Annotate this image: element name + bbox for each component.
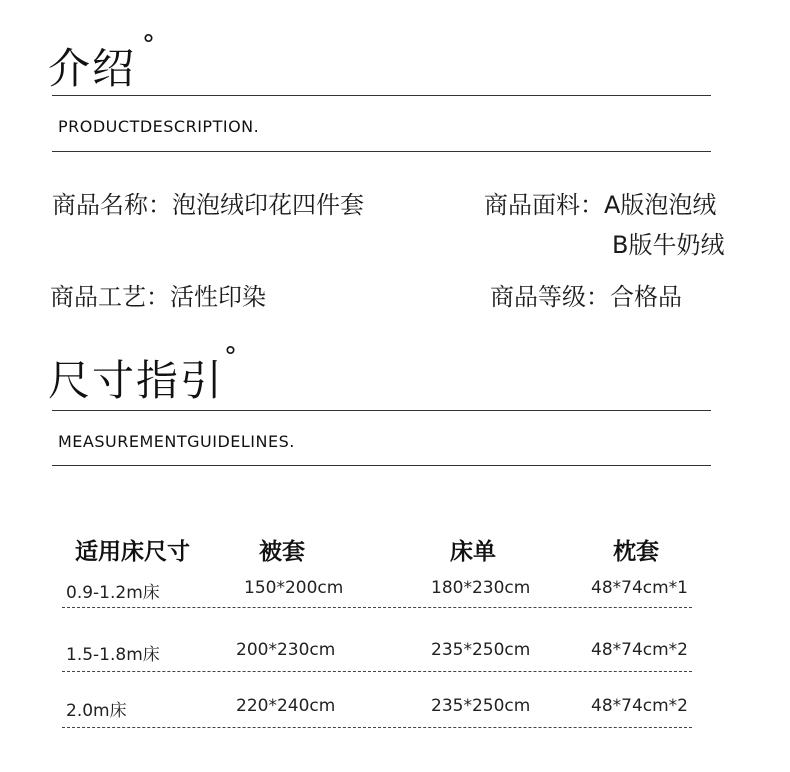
intro-degree-mark: °: [142, 30, 155, 60]
product-grade-row: [490, 277, 682, 312]
table-header-pillowcase: 枕套: [613, 539, 659, 565]
product-craft-value: 活性印染: [170, 283, 266, 311]
row-divider: [62, 671, 692, 672]
product-name-value: 泡泡绒印花四件套: [172, 191, 364, 219]
row-divider: [62, 607, 692, 608]
row-divider: [62, 727, 692, 728]
product-name-row: [52, 185, 364, 220]
table-cell-bed-size: 0.9-1.2m床: [66, 583, 160, 603]
table-cell-duvet-cover: 150*200cm: [244, 578, 344, 598]
intro-subtitle: PRODUCTDESCRIPTION.: [58, 117, 260, 136]
table-cell-duvet-cover: 200*230cm: [236, 640, 336, 660]
intro-bottom-rule: [52, 151, 711, 152]
product-craft-row: [50, 277, 266, 312]
table-cell-pillowcase: 48*74cm*2: [591, 640, 688, 660]
product-fabric-label: 商品面料：: [484, 191, 604, 219]
table-header-bed-sheet: 床单: [450, 539, 496, 565]
size-bottom-rule: [52, 465, 711, 466]
product-fabric-value-b: B版牛奶绒: [612, 231, 725, 259]
size-degree-mark: °: [224, 342, 237, 372]
size-top-rule: [52, 410, 711, 411]
product-grade-label: 商品等级：: [490, 283, 610, 311]
intro-top-rule: [52, 95, 711, 96]
table-cell-duvet-cover: 220*240cm: [236, 696, 336, 716]
table-cell-bed-sheet: 180*230cm: [431, 578, 531, 598]
product-grade-value: 合格品: [610, 283, 682, 311]
intro-title: 介绍: [48, 44, 137, 93]
size-title: 尺寸指引: [48, 356, 225, 405]
size-subtitle: MEASUREMENTGUIDELINES.: [58, 432, 295, 451]
product-name-label: 商品名称：: [52, 191, 172, 219]
product-craft-label: 商品工艺：: [50, 283, 170, 311]
table-cell-bed-sheet: 235*250cm: [431, 640, 531, 660]
table-header-duvet-cover: 被套: [259, 539, 305, 565]
table-cell-pillowcase: 48*74cm*2: [591, 696, 688, 716]
product-fabric-value-a: A版泡泡绒: [604, 191, 717, 219]
table-header-bed-size: 适用床尺寸: [75, 539, 190, 565]
table-cell-bed-size: 2.0m床: [66, 701, 127, 721]
table-cell-bed-sheet: 235*250cm: [431, 696, 531, 716]
product-fabric-row: [484, 185, 716, 220]
table-cell-bed-size: 1.5-1.8m床: [66, 645, 160, 665]
table-cell-pillowcase: 48*74cm*1: [591, 578, 688, 598]
